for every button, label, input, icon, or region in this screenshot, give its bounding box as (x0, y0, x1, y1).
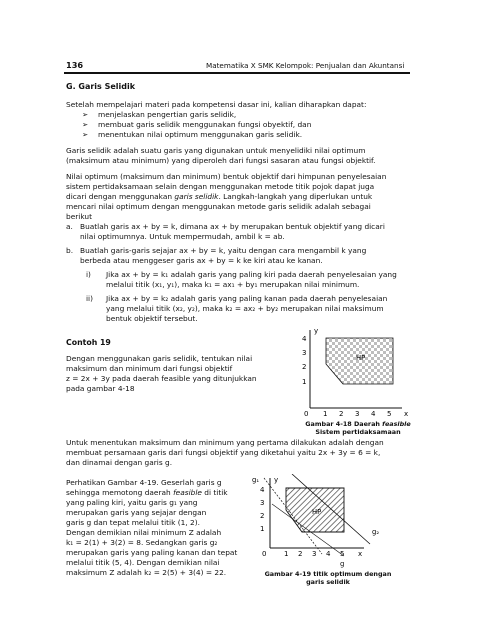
paragraph-line: sistem pertidaksamaan selain dengan menggunakan metode titik pojok dapat juga (66, 182, 375, 191)
italic-term: feasible (173, 488, 202, 497)
substep-marker: i) (86, 270, 91, 279)
paragraph-line: sehingga memotong daerah feasible di titik (66, 488, 228, 497)
step-text: berbeda atau menggeser garis ax + by = k ke kiri atau ke kanan. (80, 256, 323, 265)
substep-text: Jika ax + by = k₂ adalah garis yang paling kanan pada daerah penyelesaian (106, 294, 388, 303)
y-tick-label: 1 (260, 525, 265, 533)
step-text: Buatlah garis-garis sejajar ax + by = k, yaitu dengan cara mengambil k yang (80, 246, 367, 255)
region-label: HP (312, 508, 322, 516)
step-marker: b. (66, 246, 74, 255)
paragraph-line: maksimum Z adalah k₂ = 2(5) + 3(4) = 22. (66, 568, 227, 577)
x-tick-label: 1 (284, 550, 289, 558)
paragraph-line: dan dinamai dengan garis g. (66, 458, 173, 467)
y-axis-label: y (274, 476, 279, 484)
bullet-item: ➢ menjelaskan pengertian garis selidik, (82, 110, 237, 119)
arrow-bullet-icon: ➢ (82, 130, 89, 139)
example-text: pada gambar 4-18 (66, 384, 135, 393)
paragraph-line: Nilai optimum (maksimum dan minimum) bentuk objektif dari himpunan penyelesaian (66, 172, 387, 181)
example-text: maksimum dan minimum dari fungsi objektif (66, 364, 233, 373)
y-tick-label: 3 (302, 349, 307, 357)
y-tick-label: 4 (260, 486, 265, 494)
step-text: Buatlah garis ax + by = k, dimana ax + by merupakan bentuk objektif yang dicari (80, 222, 385, 231)
header-rule (64, 72, 410, 74)
step-marker: a. (66, 222, 73, 231)
g2-label: g₂ (372, 528, 380, 536)
y-tick-label: 2 (302, 363, 307, 371)
example-text: z = 2x + 3y pada daerah feasible yang ditunjukkan (66, 374, 257, 383)
figure-4-19-caption: Gambar 4-19 titik optimum dengan garis selidik (264, 570, 392, 586)
paragraph-line: Perhatikan Gambar 4-19. Geserlah garis g (66, 478, 222, 487)
y-tick-label: 3 (260, 499, 265, 507)
arrow-bullet-icon: ➢ (82, 110, 89, 119)
example-text: Dengan menggunakan garis selidik, tentukan nilai (66, 354, 253, 363)
x-tick-label: 4 (326, 550, 331, 558)
x-tick-label: 3 (312, 550, 317, 558)
intro-text: Setelah mempelajari materi pada kompetensi dasar ini, kalian diharapkan dapat: (66, 100, 367, 109)
bullet-item: ➢ membuat garis selidik menggunakan fungsi obyektif, dan (82, 120, 312, 129)
paragraph-line: Garis selidik adalah suatu garis yang digunakan untuk menyelidiki nilai optimum (66, 146, 366, 155)
paragraph-line: membuat persamaan garis dari fungsi objektif yang diketahui yaitu 2x + 3y = 6 = k, (66, 448, 381, 457)
paragraph-line: mencari nilai optimum dengan menggunakan metode garis selidik adalah sebagai (66, 202, 371, 211)
step-text: nilai optimumnya. Untuk mempermudah, ambil k = ab. (80, 232, 285, 241)
paragraph-line: dicari dengan menggunakan garis selidik. Langkah-langkah yang diperlukan untuk (66, 192, 373, 201)
x-tick-label: 5 (340, 550, 345, 558)
x-axis-label: x (404, 410, 409, 416)
x-axis-label: x (358, 550, 363, 558)
x-tick-label: 4 (371, 410, 376, 416)
x-tick-label: 2 (298, 550, 303, 558)
y-axis-label: y (314, 327, 319, 335)
page-number: 136 (66, 60, 84, 70)
y-tick-label: 4 (302, 335, 307, 343)
italic-term: garis selidik (174, 192, 219, 201)
paragraph-line: merupakan garis yang paling kanan dan tepat (66, 548, 238, 557)
running-header-title: Matematika X SMK Kelompok: Penjualan dan Akuntansi (206, 61, 405, 70)
y-tick-label: 2 (260, 512, 265, 520)
bullet-item: ➢ menentukan nilai optimum menggunakan garis selidik. (82, 130, 303, 139)
paragraph-line: k₁ = 2(1) + 3(2) = 8. Sedangkan garis g₂ (66, 538, 218, 547)
x-tick-label: 5 (387, 410, 392, 416)
example-title: Contoh 19 (66, 338, 111, 347)
figure-4-19-graph (252, 474, 392, 558)
paragraph-line: merupakan garis yang sejajar dengan (66, 508, 207, 517)
figure-4-18-graph (296, 324, 414, 416)
substep-marker: ii) (86, 294, 93, 303)
x-tick-label: 2 (339, 410, 344, 416)
g-label: g (340, 560, 345, 568)
section-title: G. Garis Selidik (66, 82, 136, 91)
g1-label: g₁ (252, 476, 260, 484)
x-tick-label: 3 (355, 410, 360, 416)
paragraph-line: Dengan demikian nilai minimum Z adalah (66, 528, 222, 537)
arrow-bullet-icon: ➢ (82, 120, 89, 129)
substep-text: bentuk objektif tersebut. (106, 314, 198, 323)
paragraph-line: garis g dan tepat melalui titik (1, 2). (66, 518, 200, 527)
paragraph-line: melalui titik (5, 4). Dengan demikian nilai (66, 558, 220, 567)
substep-text: melalui titik (x₁, y₁), maka k₁ = ax₁ + by₁ merupakan nilai minimum. (106, 280, 360, 289)
paragraph-line: berikut (66, 212, 92, 221)
x-tick-label: 0 (304, 410, 309, 416)
y-tick-label: 1 (302, 378, 307, 386)
paragraph-line: yang paling kiri, yaitu garis g₁ yang (66, 498, 198, 507)
substep-text: Jika ax + by = k₁ adalah garis yang paling kiri pada daerah penyelesaian yang (106, 270, 397, 279)
substep-text: yang melalui titik (x₂, y₂), maka k₂ = ax₂ + by₂ merupakan nilai maksimum (106, 304, 384, 313)
x-tick-label: 0 (262, 550, 267, 558)
paragraph-line: (maksimum atau minimum) yang diperoleh dari fungsi sasaran atau fungsi objektif. (66, 156, 376, 165)
region-label: HP (356, 354, 366, 362)
figure-4-18-caption: Gambar 4-18 Daerah feasible Sistem pertidaksamaan (305, 420, 411, 436)
x-tick-label: 1 (323, 410, 328, 416)
paragraph-line: Untuk menentukan maksimum dan minimum yang pertama dilakukan adalah dengan (66, 438, 384, 447)
